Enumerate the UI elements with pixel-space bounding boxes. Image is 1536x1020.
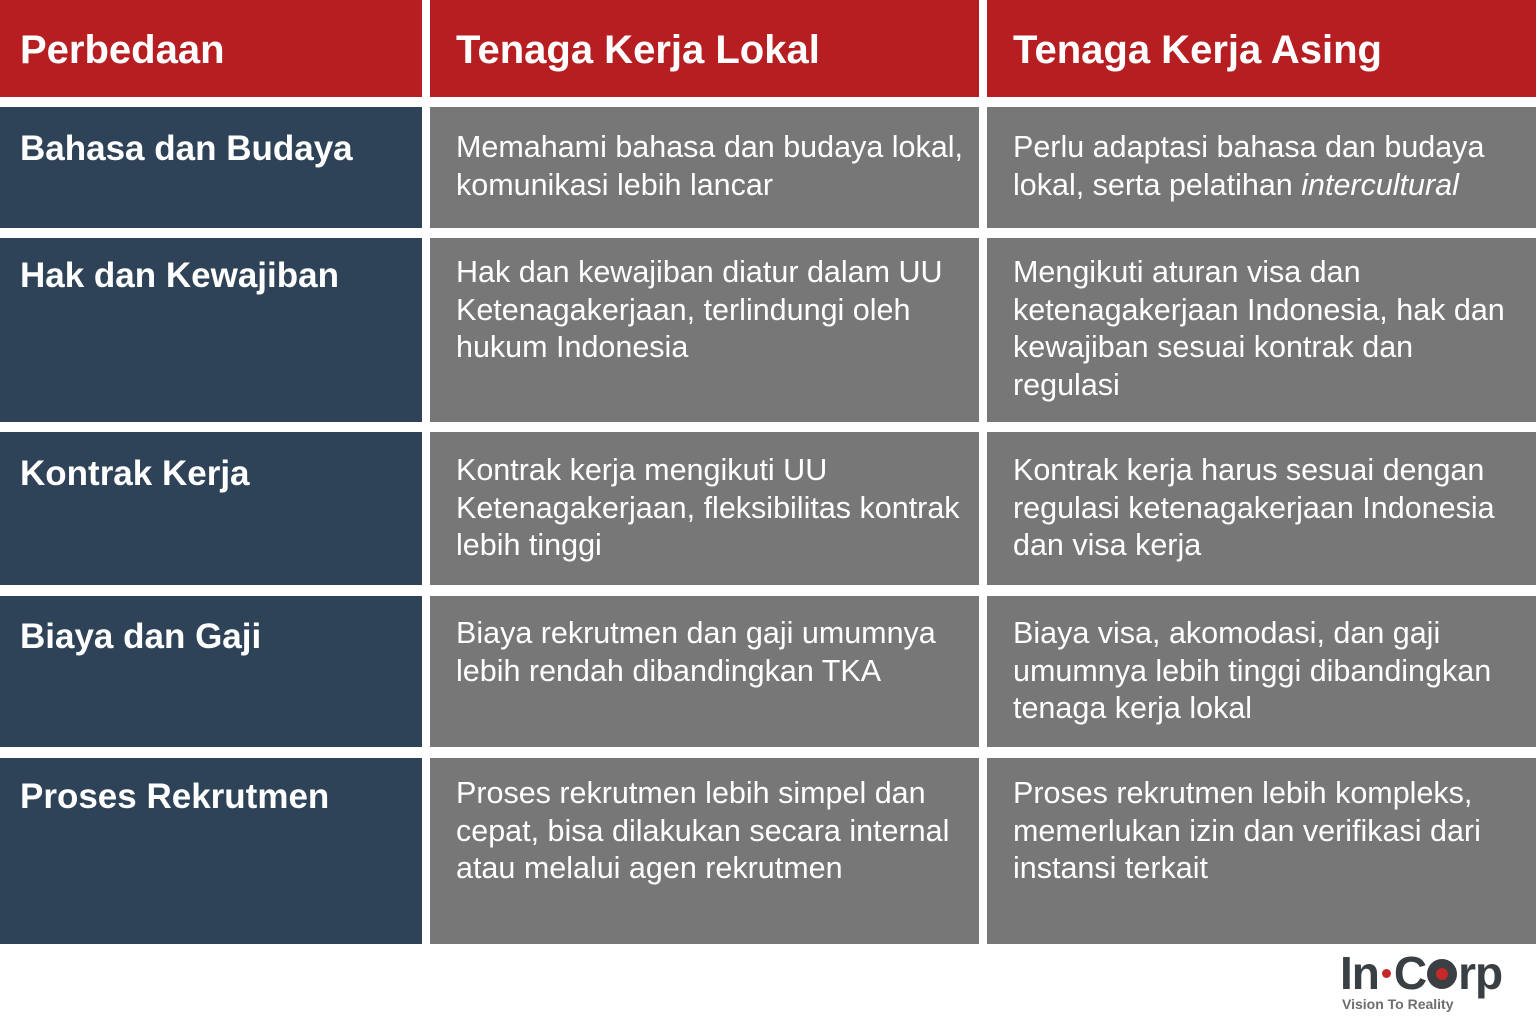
header-tenaga-kerja-lokal: Tenaga Kerja Lokal [430, 0, 979, 97]
header-perbedaan: Perbedaan [0, 0, 422, 97]
row-label-bahasa-budaya: Bahasa dan Budaya [0, 107, 422, 228]
header-tenaga-kerja-asing: Tenaga Kerja Asing [987, 0, 1536, 97]
incorp-logo [1340, 948, 1520, 1018]
italic-term: intercultural [1301, 167, 1459, 202]
row-label-biaya-gaji: Biaya dan Gaji [0, 596, 422, 747]
cell-lokal-bahasa-budaya: Memahami bahasa dan budaya lokal, komunikasi lebih lancar [430, 107, 979, 228]
logo-text-c: C [1393, 947, 1427, 999]
logo-wordmark [1340, 948, 1502, 998]
cell-asing-text: Perlu adaptasi bahasa dan budaya lokal, serta pelatihan [1013, 130, 1485, 202]
cell-lokal-biaya-gaji: Biaya rekrutmen dan gaji umumnya lebih rendah dibandingkan TKA [430, 596, 979, 747]
cell-asing-proses-rekrutmen: Proses rekrutmen lebih kompleks, memerlukan izin dan verifikasi dari instansi terkait [987, 758, 1536, 944]
cell-lokal-hak-kewajiban: Hak dan kewajiban diatur dalam UU Ketenagakerjaan, terlindungi oleh hukum Indonesia [430, 238, 979, 422]
cell-asing-kontrak-kerja: Kontrak kerja harus sesuai dengan regulasi ketenagakerjaan Indonesia dan visa kerja [987, 432, 1536, 585]
row-label-proses-rekrutmen: Proses Rekrutmen [0, 758, 422, 944]
logo-tagline: Vision To Reality [1342, 996, 1454, 1012]
cell-lokal-kontrak-kerja: Kontrak kerja mengikuti UU Ketenagakerjaan, fleksibilitas kontrak lebih tinggi [430, 432, 979, 585]
row-label-kontrak-kerja: Kontrak Kerja [0, 432, 422, 585]
row-label-hak-kewajiban: Hak dan Kewajiban [0, 238, 422, 422]
cell-lokal-proses-rekrutmen: Proses rekrutmen lebih simpel dan cepat, bisa dilakukan secara internal atau melalui agen rekrutmen [430, 758, 979, 944]
logo-text-rp: rp [1458, 947, 1503, 999]
cell-asing-hak-kewajiban: Mengikuti aturan visa dan ketenagakerjaan Indonesia, hak dan kewajiban sesuai kontrak dan regulasi [987, 238, 1536, 422]
cell-asing-bahasa-budaya [987, 107, 1536, 228]
logo-dot-icon [1382, 969, 1391, 978]
logo-text-in: In [1340, 947, 1379, 999]
globe-icon [1427, 959, 1457, 989]
cell-asing-biaya-gaji: Biaya visa, akomodasi, dan gaji umumnya lebih tinggi dibandingkan tenaga kerja lokal [987, 596, 1536, 747]
